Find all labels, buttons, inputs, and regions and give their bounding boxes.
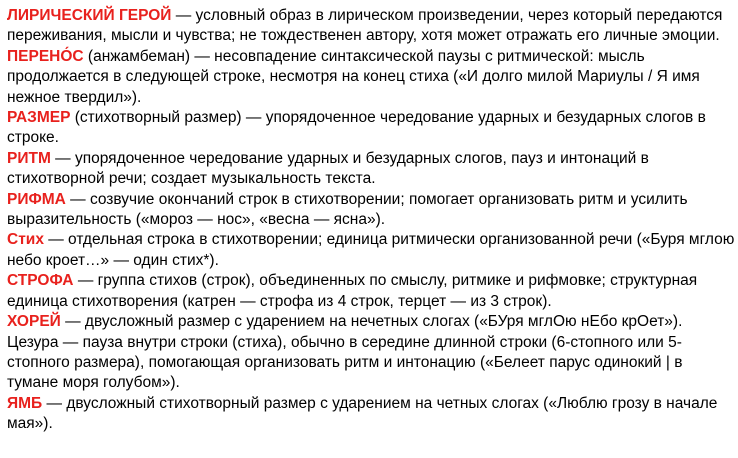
term-rhyme: РИФМА (7, 190, 66, 208)
term-trochee: ХОРЕЙ (7, 313, 61, 331)
definition-iamb: — двусложный стихотворный размер с ударением на четных слогах («Люблю грозу в начале мая»). (7, 394, 718, 433)
definition-rhyme: — созвучие окончаний строк в стихотворении; помогает организовать ритм и усилить выразительность («мороз — нос», «весна — ясна»). (7, 190, 688, 229)
entry-rhyme (7, 190, 735, 231)
entry-enjambment (7, 47, 735, 108)
definition-caesura: — пауза внутри строки (стиха), обычно в середине длинной строки (6-стопного или 5-стопного размера), помогающая организовать ритм и интонацию («Белеет парус одинокий | в тумане моря голубом»). (7, 333, 683, 392)
definition-stanza: — группа стихов (строк), объединенных по смыслу, ритмике и рифмовке; структурная единица стихотворения (катрен — строфа из 4 строк, терцет — из 3 строк). (7, 272, 698, 310)
term-meter: РАЗМЕР (7, 109, 71, 127)
term-enjambment: ПЕРЕНО́С (7, 47, 84, 65)
definition-verse: — отдельная строка в стихотворении; единица ритмически организованной речи («Буря мглою небо кроет…» — один стих*). (7, 231, 735, 269)
definition-rhythm: — упорядоченное чередование ударных и безударных слогов, пауз и интонаций в стихотворной речи; создает музыкальность текста. (7, 149, 649, 188)
entry-caesura (7, 333, 735, 394)
definition-enjambment: (анжамбеман) — несовпадение синтаксической паузы с ритмической: мысль продолжается в следующей строке, несмотря на конец стиха («И долго милой Мариулы / Я имя нежное твердил»). (7, 47, 700, 106)
term-iamb: ЯМБ (7, 394, 43, 412)
entry-verse (7, 230, 735, 271)
definition-meter: (стихотворный размер) — упорядоченное чередование ударных и безударных слогов в строке. (7, 109, 706, 147)
entry-trochee (7, 312, 735, 332)
term-stanza: СТРОФА (7, 272, 74, 290)
term-caesura: Цезура (7, 333, 59, 351)
entry-lyrical-hero (7, 6, 735, 47)
entry-rhythm (7, 149, 735, 190)
term-verse: Стих (7, 231, 44, 249)
term-lyrical-hero: ЛИРИЧЕСКИЙ ГЕРОЙ (7, 7, 172, 24)
definition-lyrical-hero: — условный образ в лирическом произведении, через который передаются переживания, мысли и чувства; не тождественен автору, хотя может отражать его личные эмоции. (7, 7, 723, 45)
term-rhythm: РИТМ (7, 149, 51, 167)
glossary (7, 6, 735, 435)
entry-meter (7, 108, 735, 149)
definition-trochee: — двусложный размер с ударением на нечетных слогах («БУря мглОю нЕбо крОет»). (60, 313, 683, 331)
entry-stanza (7, 271, 735, 312)
entry-iamb (7, 394, 735, 435)
